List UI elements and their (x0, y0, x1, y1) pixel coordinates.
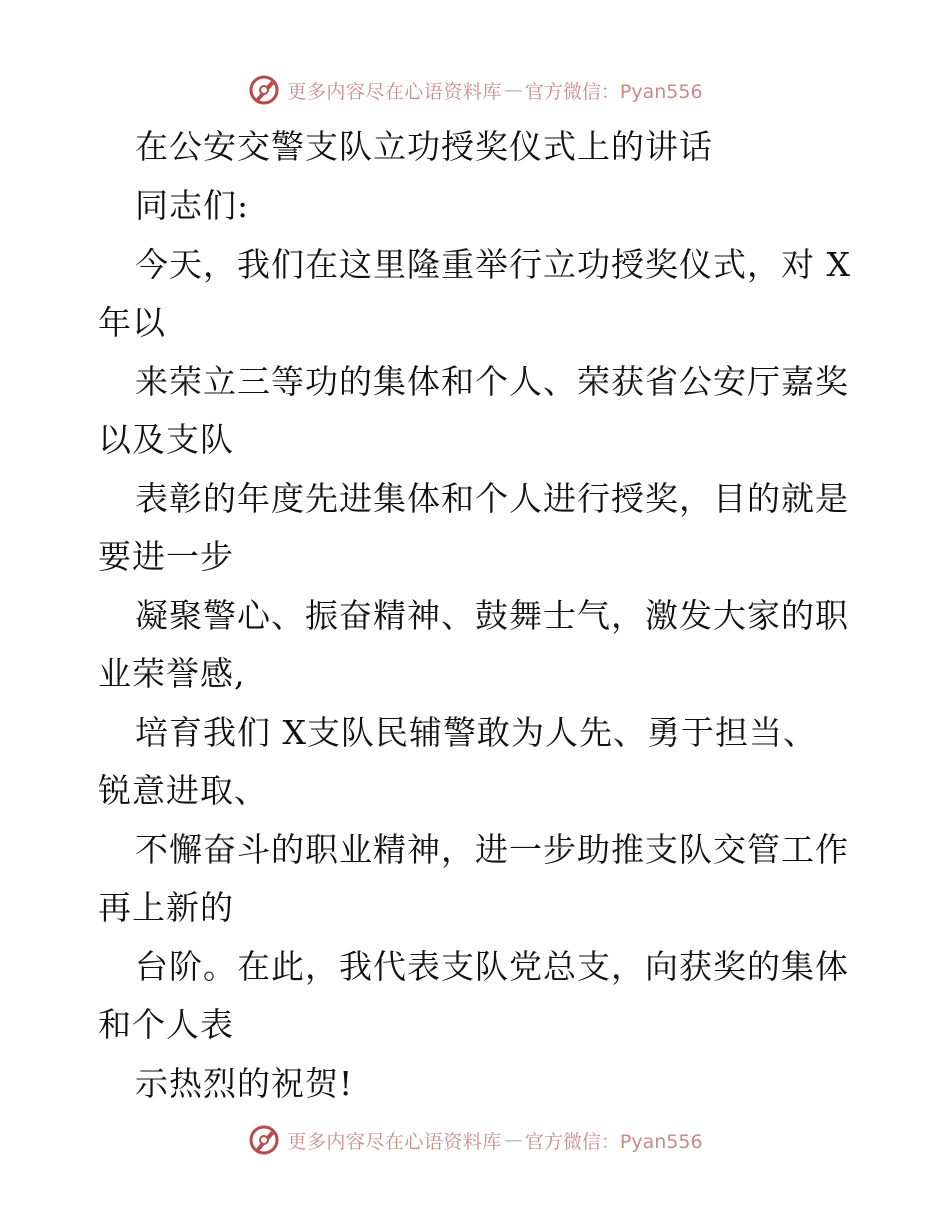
paragraph-line: 年以 (98, 303, 166, 342)
header-watermark (0, 70, 950, 110)
footer-watermark (0, 1120, 950, 1160)
watermark-wechat: 官方微信：Pyan556 (524, 80, 703, 103)
watermark-text: 更多内容尽在心语资料库 (287, 80, 502, 103)
paragraph-line: 业荣誉感, (98, 654, 246, 693)
paragraph-line: 表彰的年度先进集体和个人进行授奖，目的就是 (135, 479, 849, 518)
paragraph-line: 要进一步 (98, 537, 234, 576)
quill-pen-logo-icon (247, 1123, 281, 1157)
paragraph-line: 台阶。在此，我代表支队党总支，向获奖的集体 (135, 947, 849, 986)
paragraph-line: 锐意进取、 (98, 771, 268, 810)
paragraph-line: 以及支队 (98, 420, 234, 459)
salutation: 同志们: (135, 186, 250, 225)
watermark-text: 更多内容尽在心语资料库 (287, 1130, 502, 1153)
quill-pen-logo-icon (247, 73, 281, 107)
paragraph-line: 凝聚警心、振奋精神、鼓舞士气，激发大家的职 (135, 596, 849, 635)
watermark-dash: — (503, 1129, 523, 1151)
watermark-dash: — (503, 79, 523, 101)
paragraph-line: 再上新的 (98, 888, 234, 927)
paragraph-line: 培育我们 X支队民辅警敢为人先、勇于担当、 (135, 713, 817, 752)
paragraph-line: 今天，我们在这里隆重举行立功授奖仪式，对 X (135, 245, 851, 284)
paragraph-line: 示热烈的祝贺! (135, 1064, 354, 1103)
paragraph-line: 不懈奋斗的职业精神，进一步助推支队交管工作 (135, 830, 849, 869)
watermark-wechat: 官方微信：Pyan556 (524, 1130, 703, 1153)
document-title: 在公安交警支队立功授奖仪式上的讲话 (135, 127, 713, 166)
paragraph-line: 来荣立三等功的集体和个人、荣获省公安厅嘉奖 (135, 362, 849, 401)
paragraph-line: 和个人表 (98, 1005, 234, 1044)
